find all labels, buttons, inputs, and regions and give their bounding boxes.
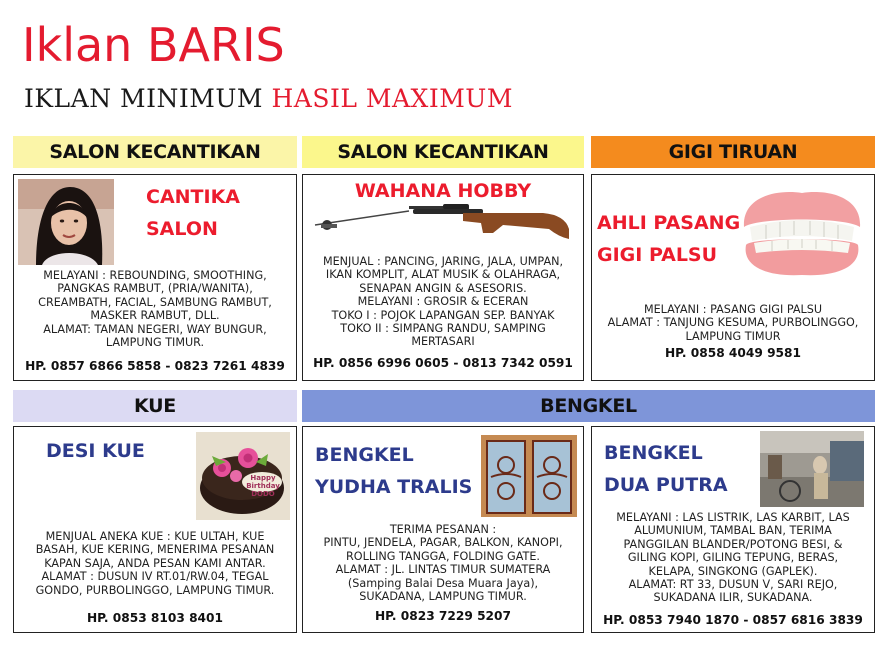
yudha-desc (311, 523, 575, 603)
desc-line: CREAMBATH, FACIAL, SAMBUNG RAMBUT, (38, 295, 272, 309)
ad-yudha-tralis (302, 426, 584, 633)
desc-line: TOKO II : SIMPANG RANDU, SAMPING (340, 322, 546, 336)
desc-line: SUKADANA ILIR, SUKADANA. (653, 591, 813, 605)
desc-line: PINTU, JENDELA, PAGAR, BALKON, KANOPI, (323, 536, 563, 550)
gigi-name (597, 207, 740, 271)
tagline (24, 84, 513, 114)
desc-line: GONDO, PURBOLINGGO, LAMPUNG TIMUR. (35, 583, 275, 597)
desi-desc (22, 530, 288, 597)
yudha-name (315, 439, 472, 503)
desc-line: ALUMUNIUM, TAMBAL BAN, TERIMA (634, 524, 832, 538)
desc-line: ALAMAT: RT 33, DUSUN V, SARI REJO, (628, 578, 838, 592)
gigi-phone: HP. 0858 4049 9581 (664, 346, 801, 360)
tagline-main: IKLAN MINIMUM (24, 84, 272, 113)
cantika-name (146, 181, 240, 245)
desc-line: ALAMAT : DUSUN IV RT.01/RW.04, TEGAL (41, 570, 269, 584)
wahana-name: WAHANA HOBBY (354, 180, 532, 202)
desc-line: IKAN KOMPLIT, ALAT MUSIK & OLAHRAGA, (325, 268, 561, 282)
desc-line: TERIMA PESANAN : (389, 523, 497, 536)
yudha-name-line-2: YUDHA TRALIS (315, 476, 473, 498)
desc-line: ALAMAT : TANJUNG KESUMA, PURBOLINGGO, (607, 316, 859, 330)
category-salon-2: SALON KECANTIKAN (302, 136, 584, 168)
desc-line: MELAYANI : GROSIR & ECERAN (357, 295, 529, 309)
page-title: Iklan BARIS (22, 18, 285, 72)
desc-line: PANGKAS RAMBUT, (PRIA/WANITA), (57, 282, 253, 296)
desc-line: ALAMAT: TAMAN NEGERI, WAY BUNGUR, (43, 322, 267, 336)
dua-name-line-1: BENGKEL (604, 442, 703, 464)
desc-line: BASAH, KUE KERING, MENERIMA PESANAN (35, 543, 275, 557)
gigi-name-line-2: GIGI PALSU (597, 244, 718, 266)
air-rifle-fishing-rod-image (313, 203, 575, 245)
desc-line: MENJUAL ANEKA KUE : KUE ULTAH, KUE (45, 530, 265, 543)
wahana-desc (311, 255, 575, 349)
ad-gigi-palsu (591, 174, 875, 381)
cantika-name-line-2: SALON (146, 218, 218, 240)
desc-line: GILING KOPI, GILING TEPUNG, BERAS, (627, 551, 839, 565)
desi-phone: HP. 0853 8103 8401 (86, 611, 223, 625)
birthday-cake-image (196, 432, 290, 520)
dua-name (604, 437, 728, 501)
yudha-name-line-1: BENGKEL (315, 444, 414, 466)
desc-line: MENJUAL : PANCING, JARING, JALA, UMPAN, (322, 255, 564, 268)
ad-dua-putra (591, 426, 875, 633)
desc-line: KELAPA, SINGKONG (GAPLEK). (648, 564, 818, 578)
desi-name: DESI KUE (46, 440, 145, 462)
desc-line: MASKER RAMBUT, DLL. (90, 309, 220, 323)
category-salon-1: SALON KECANTIKAN (13, 136, 297, 168)
desc-line: LAMPUNG TIMUR (685, 329, 781, 343)
workshop-photo (760, 431, 864, 507)
desc-line: (Samping Balai Desa Muara Jaya), (347, 576, 539, 590)
desc-line: TOKO I : POJOK LAPANGAN SEP. BANYAK (331, 308, 555, 322)
cantika-desc (22, 269, 288, 349)
dua-name-line-2: DUA PUTRA (604, 474, 728, 496)
salon-photo (18, 179, 114, 265)
tagline-accent: HASIL MAXIMUM (271, 84, 513, 113)
wahana-phone: HP. 0856 6996 0605 - 0813 7342 0591 (313, 356, 573, 370)
category-gigi: GIGI TIRUAN (591, 136, 875, 168)
cantika-phone: HP. 0857 6866 5858 - 0823 7261 4839 (25, 359, 285, 373)
desc-line: ALAMAT : JL. LINTAS TIMUR SUMATERA (335, 563, 551, 577)
ad-desi-kue (13, 426, 297, 633)
dua-phone: HP. 0853 7940 1870 - 0857 6816 3839 (603, 613, 863, 627)
desc-line: ROLLING TANGGA, FOLDING GATE. (346, 549, 540, 563)
ad-cantika-salon (13, 174, 297, 381)
dentures-image (736, 187, 868, 279)
gigi-name-line-1: AHLI PASANG (597, 212, 741, 234)
dua-desc (600, 511, 866, 605)
desc-line: KAPAN SAJA, ANDA PESAN KAMI ANTAR. (44, 556, 266, 570)
desc-line: MELAYANI : PASANG GIGI PALSU (643, 303, 823, 316)
desc-line: PANGGILAN BLANDER/POTONG BESI, & (623, 537, 843, 551)
window-trellis-image (481, 435, 577, 517)
category-bengkel: BENGKEL (302, 390, 875, 422)
desc-line: SUKADANA, LAMPUNG TIMUR. (359, 590, 527, 604)
ad-wahana-hobby (302, 174, 584, 381)
desc-line: SENAPAN ANGIN & ASESORIS. (359, 281, 527, 295)
category-kue: KUE (13, 390, 297, 422)
desc-line: MELAYANI : REBOUNDING, SMOOTHING, (43, 269, 267, 282)
desc-line: MERTASARI (411, 335, 475, 349)
cake-writing: Happy Birthday DODO (246, 474, 280, 498)
desc-line: MELAYANI : LAS LISTRIK, LAS KARBIT, LAS (616, 511, 850, 524)
gigi-desc (600, 303, 866, 343)
desc-line: LAMPUNG TIMUR. (105, 336, 205, 350)
yudha-phone: HP. 0823 7229 5207 (374, 609, 511, 623)
cantika-name-line-1: CANTIKA (146, 186, 241, 208)
